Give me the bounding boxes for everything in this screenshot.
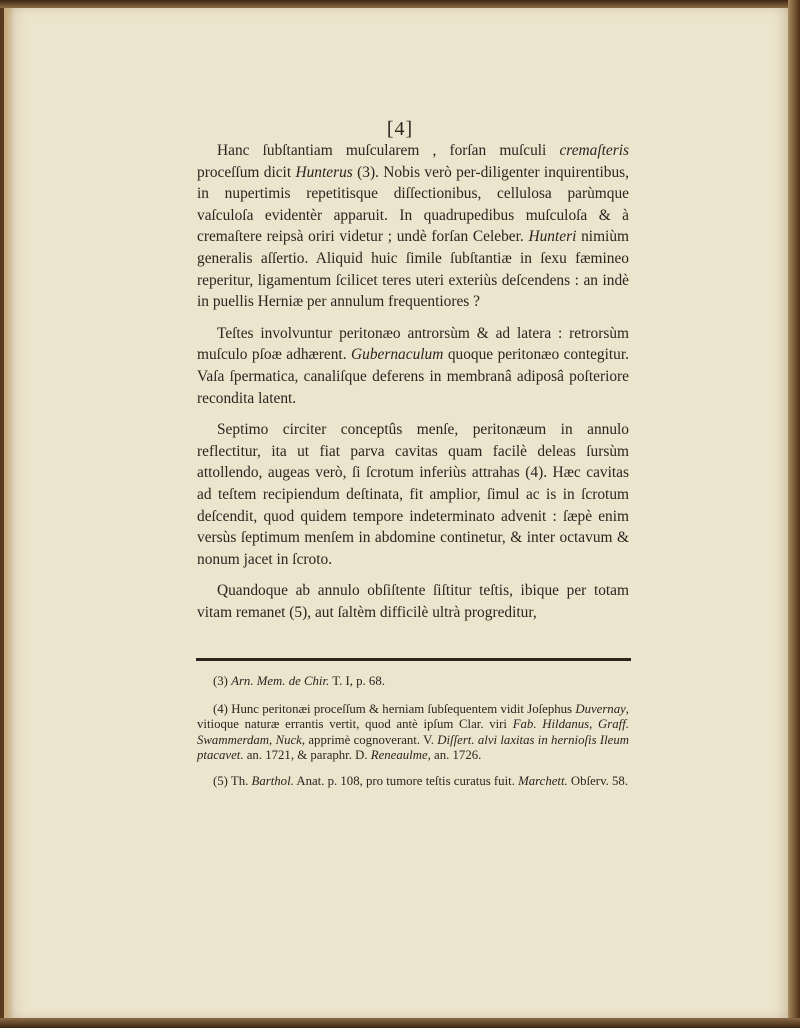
footnote xyxy=(197,674,629,690)
text-run: , an. 1726. xyxy=(427,748,482,763)
paragraph xyxy=(197,323,629,409)
text-run: T. I, p. 68. xyxy=(329,674,385,688)
body-text xyxy=(197,140,629,633)
paragraph xyxy=(197,140,629,313)
text-run: proceſſum dicit xyxy=(197,163,296,181)
text-run: Anat. p. 108, pro tumore teſtis curatus fuit. xyxy=(293,773,519,788)
italic-run: Fab. Hildanus xyxy=(512,717,590,732)
footnotes xyxy=(197,674,629,800)
italic-run: Gubernaculum xyxy=(351,346,444,364)
text-run: (3) xyxy=(213,674,232,688)
italic-run: Marchett. xyxy=(518,773,568,788)
text-run: quoque peritonæo contegitur. Vaſa ſpermatica, canaliſque deferens in membranâ adiposâ poſteriore recondita latent. xyxy=(197,346,629,407)
italic-run: Duvernay xyxy=(575,701,626,716)
text-run: Obſerv. 58. xyxy=(567,773,629,788)
italic-run: Nuck xyxy=(275,732,302,747)
page-number: [4] xyxy=(386,118,414,140)
footnote xyxy=(197,702,629,764)
text-run: (5) Th. xyxy=(213,773,252,788)
text-run: , xyxy=(589,717,599,732)
text-run: Septimo circiter conceptûs menſe, peritonæum in annulo reflectitur, ita ut fiat parva cavitas quam facilè deleas ſursùm attollendo, augeas verò, ſi ſcrotum inferiùs attrahas (4). Hæc cavitas ad teſtem recipiendum deſtinata, fit amplior, ſimul ac is in ſcrotum deſcendit, quod quidem tempore indeterminato advenit : ſæpè enim versùs ſeptimum menſem in abdomine continetur, & inter octavum & nonum jacet in ſcroto. xyxy=(197,421,629,568)
italic-run: Graff. Swammerdam xyxy=(197,717,629,747)
footnote-separator-rule xyxy=(196,658,631,661)
text-run: (4) Hunc peritonæi proceſſum & herniam ſubſequentem vidit Joſephus xyxy=(213,701,576,716)
scan-edge-right xyxy=(788,0,800,1028)
paragraph xyxy=(197,419,629,570)
text-run: an. 1721, & paraphr. D. xyxy=(243,748,371,763)
italic-run: Barthol. xyxy=(251,773,294,788)
paragraph xyxy=(197,580,629,623)
italic-run: cremaſteris xyxy=(559,142,629,159)
page-gutter-shadow xyxy=(4,8,14,1018)
scan-edge-bottom xyxy=(0,1018,800,1028)
footnote xyxy=(197,774,629,790)
text-run: , vitioque naturæ errantis vertit, quod antè ipſum Clar. viri xyxy=(197,701,629,732)
italic-run: Arn. Mem. de Chir. xyxy=(231,674,330,688)
text-run: nimiùm generalis aſſertio. Aliquid huic ſimile ſubſtantiæ in ſexu fæmineo reperitur, ligamentum ſcilicet teres uteri exteriùs deſcendens : an indè in puellis Herniæ per annulum frequentiores ? xyxy=(197,228,629,311)
italic-run: Hunteri xyxy=(528,228,577,246)
italic-run: Hunterus xyxy=(295,163,353,181)
text-run: , apprimè cognoverant. V. xyxy=(301,732,438,747)
scan-edge-top xyxy=(0,0,800,8)
text-run: Teſtes involvuntur peritonæo antrorsùm & ad latera : retrorsùm muſculo pſoæ adhærent. xyxy=(197,324,629,364)
italic-run: Reneaulme xyxy=(370,748,428,763)
text-run: Quandoque ab annulo obſiſtente ſiſtitur teſtis, ibique per totam vitam remanet (5), aut ſaltèm difficilè ultrà progreditur, xyxy=(197,582,629,621)
text-run: , xyxy=(269,732,276,747)
text-run: (3). Nobis verò per-diligenter inquirentibus, in nupertimis repetitisque diſſectionibus, cellulosa parùmque vaſculoſa evidentèr apparuit. In quadrupedibus muſculoſa & à cremaſtere reipsà oriri videtur ; undè forſan Celeber. xyxy=(197,163,630,246)
text-run: Hanc ſubſtantiam muſcularem , forſan muſculi xyxy=(217,142,560,159)
italic-run: Diſſert. alvi laxitas in hernioſis Ileum ptacavet. xyxy=(197,732,629,763)
